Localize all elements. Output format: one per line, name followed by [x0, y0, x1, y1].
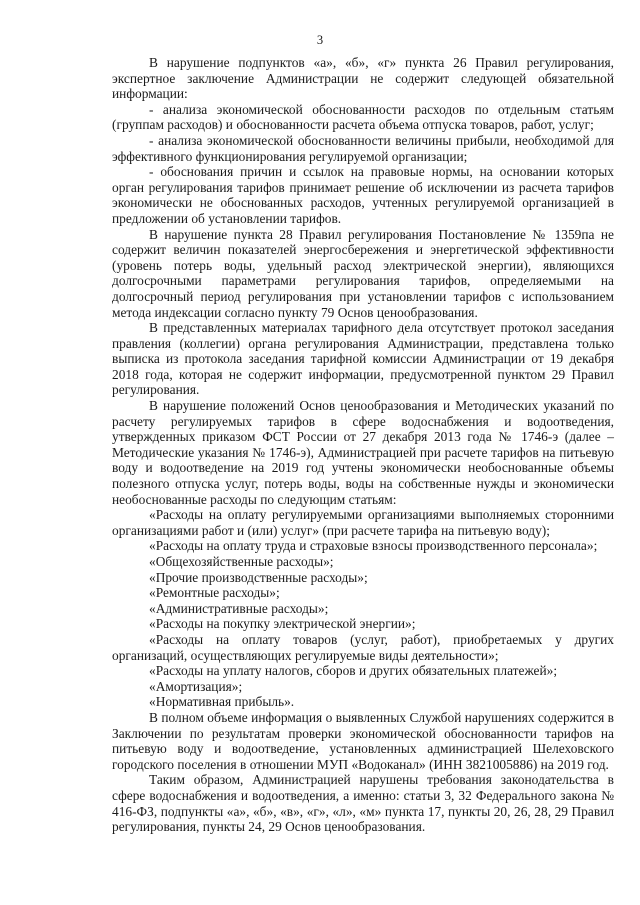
expense-item-taxes: «Расходы на уплату налогов, сборов и других обязательных платежей»;	[149, 663, 558, 679]
expense-item-electricity: «Расходы на покупку электрической энергии»;	[149, 616, 416, 632]
paragraph-methodology-violation: В нарушение положений Основ ценообразования и Методических указаний по расчету регулируемых тарифов в сфере водоснабжения и водоотведения, утвержденных приказом ФСТ России от 27 декабря 2013 года № 1746-э (далее – Методические указания № 1746-э), Администрацией при расчете тарифов на питьевую воду и водоотведение на 2019 год учтены экономически необоснованные объемы полезного отпуска услуг, потерь воды, воды на собственные нужды и экономически необоснованные расходы по следующим статьям:	[112, 398, 614, 507]
expense-item-third-party: «Расходы на оплату регулируемыми организациями выполняемых сторонними организациями работ и (или) услуг» (при расчете тарифа на питьевую воду);	[112, 507, 614, 538]
list-item-expense-analysis: - анализа экономической обоснованности расходов по отдельным статьям (группам расходов) и обоснованности расчета объема отпуска товаров, работ, услуг;	[112, 101, 614, 133]
expense-item-goods-services: «Расходы на оплату товаров (услуг, работ), приобретаемых у других организаций, осуществляющих регулируемые виды деятельности»;	[112, 631, 614, 663]
expense-item-normative-profit: «Нормативная прибыль».	[149, 694, 295, 710]
paragraph-violation-26: В нарушение подпунктов «а», «б», «г» пункта 26 Правил регулирования, экспертное заключение Администрации не содержит следующей обязательной информации:	[112, 55, 614, 102]
expense-item-general: «Общехозяйственные расходы»;	[149, 554, 334, 569]
expense-item-administrative: «Административные расходы»;	[149, 600, 329, 616]
expense-item-repair: «Ремонтные расходы»;	[149, 585, 280, 601]
expense-item-labor: «Расходы на оплату труда и страховые взносы производственного персонала»;	[149, 538, 598, 554]
paragraph-conclusion-reference: В полном объеме информация о выявленных Службой нарушениях содержится в Заключении по результатам проверки экономической обоснованности тарифов на питьевую воду и водоотведение, установленных администрацией Шелеховского городского поселения в отношении МУП «Водоканал» (ИНН 3821005886) на 2019 год.	[112, 709, 614, 772]
paragraph-summary: Таким образом, Администрацией нарушены требования законодательства в сфере водоснабжения и водоотведения, а именно: статьи 3, 32 Федерального закона № 416-ФЗ, подпункты «а», «б», «в», «г», «л», «м» пункта 17, пункты 20, 26, 28, 29 Правил регулирования, пункты 24, 29 Основ ценообразования.	[112, 772, 614, 835]
paragraph-missing-protocol: В представленных материалах тарифного дела отсутствует протокол заседания правления (коллегии) органа регулирования Администрации, представлена только выписка из протокола заседания тарифной комиссии Администрации от 19 декабря 2018 года, которая не содержит информации, предусмотренной пунктом 29 Правил регулирования.	[112, 320, 614, 398]
list-item-profit-analysis: - анализа экономической обоснованности величины прибыли, необходимой для эффективного функционирования регулируемой организации;	[112, 132, 614, 164]
list-item-legal-grounds: - обоснования причин и ссылок на правовые нормы, на основании которых орган регулирования тарифов принимает решение об исключении из расчета тарифов экономически не обоснованных расходов, учтенных регулируемой организацией в предложении об установлении тарифов.	[112, 164, 614, 226]
paragraph-violation-28: В нарушение пункта 28 Правил регулирования Постановление № 1359па не содержит величин показателей энергосбережения и энергетической эффективности (уровень потерь воды, удельный расход электрической энергии), являющихся долгосрочными параметрами регулирования тарифов, определяемыми на долгосрочный период регулирования при установлении тарифов с использованием метода индексации согласно пункту 79 Основ ценообразования.	[112, 226, 614, 320]
expense-item-other-production: «Прочие производственные расходы»;	[149, 569, 368, 585]
page-number: 3	[316, 33, 324, 47]
expense-item-depreciation: «Амортизация»;	[149, 678, 243, 694]
document-body	[112, 55, 614, 835]
